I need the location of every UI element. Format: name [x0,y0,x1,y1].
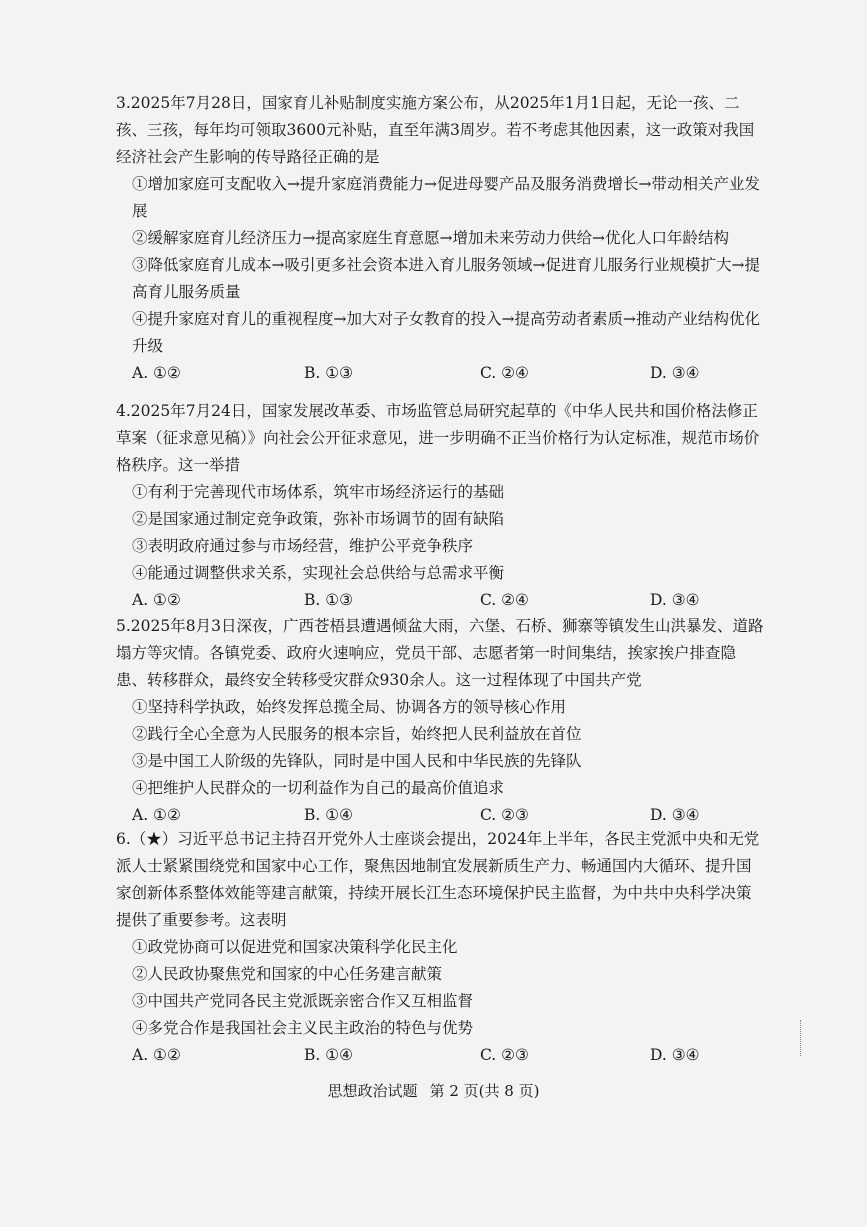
option-3: ③降低家庭育儿成本→吸引更多社会资本进入育儿服务领域→促进育儿服务行业规模扩大→提高育儿服务质量 [132,256,760,301]
question-4 [116,398,766,614]
footer-page-number: 第 2 页(共 8 页) [429,1082,540,1100]
option-2: ②缓解家庭育儿经济压力→提高家庭生育意愿→增加未来劳动力供给→优化人口年龄结构 [132,229,729,247]
question-number: 3. [116,94,131,112]
choice-b[interactable]: B. ①④ [304,806,354,824]
choice-a[interactable]: A. ①② [132,591,181,609]
choice-a[interactable]: A. ①② [132,806,181,824]
question-5 [116,613,766,829]
question-3 [116,90,766,387]
option-4: ④把维护人民群众的一切利益作为自己的最高价值追求 [132,779,505,797]
choice-c[interactable]: C. ②④ [480,364,529,382]
option-3: ③表明政府通过参与市场经营，维护公平竞争秩序 [132,537,474,555]
choice-a[interactable]: A. ①② [132,364,181,382]
option-4: ④提升家庭对育儿的重视程度→加大对子女教育的投入→提高劳动者素质→推动产业结构优化升级 [132,310,760,355]
answer-choices [116,587,766,614]
choice-d[interactable]: D. ③④ [650,806,700,824]
option-3: ③中国共产党同各民主党派既亲密合作又互相监督 [132,992,474,1010]
choice-d[interactable]: D. ③④ [650,591,700,609]
question-number: 5. [116,617,131,635]
option-2: ②是国家通过制定竞争政策，弥补市场调节的固有缺陷 [132,510,505,528]
choice-c[interactable]: C. ②③ [480,1046,529,1064]
footer-subject: 思想政治试题 [327,1082,418,1100]
option-4: ④多党合作是我国社会主义民主政治的特色与优势 [132,1019,474,1037]
option-1: ①坚持科学执政，始终发挥总揽全局、协调各方的领导核心作用 [132,698,567,716]
choice-b[interactable]: B. ①④ [304,1046,354,1064]
page-footer [0,1080,867,1101]
option-1: ①政党协商可以促进党和国家决策科学化民主化 [132,938,458,956]
answer-choices [116,360,766,387]
question-text: （★）习近平总书记主持召开党外人士座谈会提出，2024年上半年，各民主党派中央和无党派人士紧紧围绕党和国家中心工作，聚焦因地制宜发展新质生产力、畅通国内大循环、提升国家创新体系整体效能等建言献策，持续开展长江生态环境保护民主监督，为中共中央科学决策提供了重要参考。这表明 [116,830,760,929]
option-2: ②践行全心全意为人民服务的根本宗旨，始终把人民利益放在首位 [132,725,582,743]
choice-a[interactable]: A. ①② [132,1046,181,1064]
question-text: 2025年7月24日，国家发展改革委、市场监管总局研究起草的《中华人民共和国价格法修正草案（征求意见稿）》向社会公开征求意见，进一步明确不正当价格行为认定标准，规范市场价格秩序。这一举措 [116,402,760,474]
choice-d[interactable]: D. ③④ [650,1046,700,1064]
question-number: 6. [116,830,131,848]
binding-edge-mark [800,1020,803,1056]
question-text: 2025年8月3日深夜，广西苍梧县遭遇倾盆大雨，六堡、石桥、狮寨等镇发生山洪暴发、道路塌方等灾情。各镇党委、政府火速响应，党员干部、志愿者第一时间集结，挨家挨户排查隐患、转移群众，最终安全转移受灾群众930余人。这一过程体现了中国共产党 [116,617,764,689]
question-number: 4. [116,402,131,420]
question-text: 2025年7月28日，国家育儿补贴制度实施方案公布，从2025年1月1日起，无论一孩、二孩、三孩，每年均可领取3600元补贴，直至年满3周岁。若不考虑其他因素，这一政策对我国经济社会产生影响的传导路径正确的是 [116,94,755,166]
answer-choices [116,802,766,829]
option-2: ②人民政协聚焦党和国家的中心任务建言献策 [132,965,443,983]
option-4: ④能通过调整供求关系，实现社会总供给与总需求平衡 [132,564,505,582]
option-3: ③是中国工人阶级的先锋队，同时是中国人民和中华民族的先锋队 [132,752,582,770]
choice-c[interactable]: C. ②③ [480,806,529,824]
option-1: ①有利于完善现代市场体系，筑牢市场经济运行的基础 [132,483,505,501]
choice-b[interactable]: B. ①③ [304,591,354,609]
choice-b[interactable]: B. ①③ [304,364,354,382]
choice-d[interactable]: D. ③④ [650,364,700,382]
question-stem [116,90,766,171]
question-stem [116,398,766,479]
question-6 [116,826,766,1069]
choice-c[interactable]: C. ②④ [480,591,529,609]
question-stem [116,826,766,934]
option-1: ①增加家庭可支配收入→提升家庭消费能力→促进母婴产品及服务消费增长→带动相关产业发展 [132,175,760,220]
answer-choices [116,1042,766,1069]
question-stem [116,613,766,694]
